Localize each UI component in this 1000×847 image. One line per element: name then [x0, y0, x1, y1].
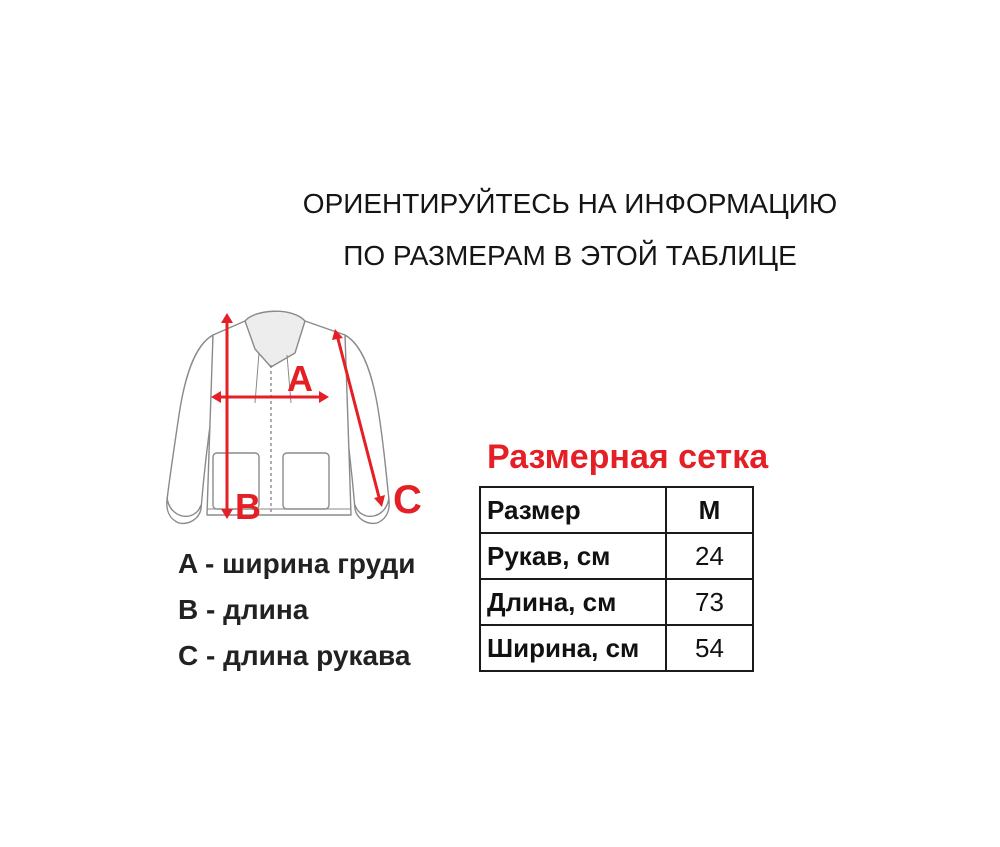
legend-item-c: C - длина рукава — [178, 640, 411, 671]
row-value-length: 73 — [666, 579, 753, 625]
jacket-right-pocket — [283, 453, 329, 509]
measurement-legend — [178, 541, 415, 679]
label-c: C — [393, 478, 422, 522]
size-table-header-row — [480, 487, 753, 533]
table-row — [480, 625, 753, 671]
row-value-sleeve: 24 — [666, 533, 753, 579]
size-table-header-size: M — [666, 487, 753, 533]
jacket-left-sleeve — [167, 335, 213, 523]
size-table — [479, 486, 754, 672]
label-b: B — [235, 486, 261, 527]
row-label-sleeve: Рукав, см — [480, 533, 666, 579]
legend-item-a: A - ширина груди — [178, 548, 416, 579]
headline — [270, 178, 870, 282]
table-row — [480, 579, 753, 625]
size-chart-title: Размерная сетка — [487, 438, 769, 476]
label-a: A — [287, 358, 313, 399]
jacket-diagram — [155, 305, 445, 530]
row-label-length: Длина, см — [480, 579, 666, 625]
legend-item-b: B - длина — [178, 594, 309, 625]
table-row — [480, 533, 753, 579]
row-value-width: 54 — [666, 625, 753, 671]
size-table-header-label: Размер — [480, 487, 666, 533]
headline-line-2: ПО РАЗМЕРАМ В ЭТОЙ ТАБЛИЦЕ — [343, 240, 797, 271]
row-label-width: Ширина, см — [480, 625, 666, 671]
headline-line-1: ОРИЕНТИРУЙТЕСЬ НА ИНФОРМАЦИЮ — [302, 188, 838, 219]
